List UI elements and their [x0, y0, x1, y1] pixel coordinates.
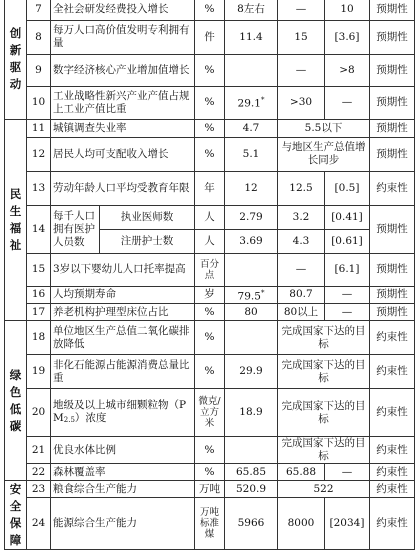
value-change: [0.61] [325, 229, 370, 253]
row-number: 18 [27, 321, 51, 355]
value-change: — [325, 304, 370, 321]
row-number: 9 [27, 54, 51, 86]
table-row [5, 498, 415, 550]
value-base [225, 437, 278, 464]
value-base: 29.1* [225, 86, 278, 119]
table-row [5, 20, 415, 54]
unit: % [195, 54, 225, 86]
value-target: 80以上 [278, 304, 325, 321]
table-row [5, 321, 415, 355]
unit: % [195, 321, 225, 355]
unit: % [195, 437, 225, 464]
value-base: 29.9 [225, 355, 278, 389]
value-change: [6.1] [325, 253, 370, 286]
indicator-name: 养老机构护理型床位占比 [51, 304, 195, 321]
unit: 年 [195, 171, 225, 205]
indicator-name: 城镇调查失业率 [51, 119, 195, 137]
value-base: 80 [225, 304, 278, 321]
footnote-mark: * [260, 288, 265, 297]
table-row [5, 119, 415, 137]
attribute: 预期性 [370, 205, 415, 253]
indicator-name: 优良水体比例 [51, 437, 195, 464]
table-row [5, 253, 415, 286]
attribute: 约束性 [370, 437, 415, 464]
value-base: 5.1 [225, 137, 278, 171]
indicator-name: 人均预期寿命 [51, 286, 195, 304]
value-target-merged: 完成国家下达的目标 [278, 437, 370, 464]
attribute: 约束性 [370, 481, 415, 498]
value-base [225, 321, 278, 355]
unit: % [195, 0, 225, 20]
value-target: 65.88 [278, 464, 325, 481]
value-target: 8000 [278, 498, 325, 550]
table-row [5, 0, 415, 20]
row-number: 10 [27, 86, 51, 119]
value-target-merged: 完成国家下达的目标 [278, 321, 370, 355]
value-change: [0.5] [325, 171, 370, 205]
value-target: 80.7 [278, 286, 325, 304]
row-number: 24 [27, 498, 51, 550]
row-number: 11 [27, 119, 51, 137]
unit: 万吨标准煤 [195, 498, 225, 550]
unit: 岁 [195, 286, 225, 304]
attribute: 预期性 [370, 253, 415, 286]
value-target: 15 [278, 20, 325, 54]
unit: % [195, 355, 225, 389]
table-row [5, 171, 415, 205]
value-change: [2034] [325, 498, 370, 550]
value-target: — [278, 253, 325, 286]
table-row [5, 355, 415, 389]
table-row [5, 304, 415, 321]
attribute: 预期性 [370, 286, 415, 304]
attribute: 预期性 [370, 119, 415, 137]
indicator-name: 居民人均可支配收入增长 [51, 137, 195, 171]
value-target: — [278, 54, 325, 86]
row-number: 19 [27, 355, 51, 389]
value-base: 8左右 [225, 0, 278, 20]
value-base: 5966 [225, 498, 278, 550]
value-base: 65.85 [225, 464, 278, 481]
indicator-table [4, 0, 415, 550]
value-base: 12 [225, 171, 278, 205]
row-number: 20 [27, 389, 51, 437]
footnote-mark: * [260, 96, 265, 105]
unit: % [195, 464, 225, 481]
row-number: 15 [27, 253, 51, 286]
indicator-name: 全社会研发经费投入增长 [51, 0, 195, 20]
attribute: 约束性 [370, 498, 415, 550]
row-number: 21 [27, 437, 51, 464]
unit: % [195, 119, 225, 137]
sub-indicator-name: 执业医师数 [100, 205, 195, 229]
table-row [5, 286, 415, 304]
row-number: 12 [27, 137, 51, 171]
category-innovation: 创 新 驱 动 [5, 0, 27, 119]
unit: 人 [195, 205, 225, 229]
attribute: 预期性 [370, 54, 415, 86]
attribute: 约束性 [370, 389, 415, 437]
row-number: 22 [27, 464, 51, 481]
value-base: 520.9 [225, 481, 278, 498]
attribute: 约束性 [370, 464, 415, 481]
category-livelihood: 民 生 福 祉 [5, 119, 27, 321]
table-row [5, 389, 415, 437]
indicator-name: 地级及以上城市细颗粒物$(PM_{2.5})$浓度 [51, 389, 195, 437]
value-change: [0.41] [325, 205, 370, 229]
row-number: 17 [27, 304, 51, 321]
value-change: — [325, 86, 370, 119]
value-target: 4.3 [278, 229, 325, 253]
row-number: 23 [27, 481, 51, 498]
attribute: 约束性 [370, 321, 415, 355]
attribute: 预期性 [370, 86, 415, 119]
unit: % [195, 304, 225, 321]
table-row [5, 86, 415, 119]
indicator-name: 单位地区生产总值二氧化碳排放降低 [51, 321, 195, 355]
indicator-name: 粮食综合生产能力 [51, 481, 195, 498]
category-security: 安 全 保 障 [5, 481, 27, 550]
row-number: 16 [27, 286, 51, 304]
value-change: [3.6] [325, 20, 370, 54]
row-number: 14 [27, 205, 51, 253]
unit: % [195, 137, 225, 171]
indicator-name: 非化石能源占能源消费总量比重 [51, 355, 195, 389]
unit: 百分点 [195, 253, 225, 286]
unit: 微克/立方米 [195, 389, 225, 437]
indicator-name: 能源综合生产能力 [51, 498, 195, 550]
row-number: 7 [27, 0, 51, 20]
unit: % [195, 86, 225, 119]
unit: 人 [195, 229, 225, 253]
value-target: — [278, 0, 325, 20]
unit: 件 [195, 20, 225, 54]
indicator-name: 每万人口高价值发明专利拥有量 [51, 20, 195, 54]
value-target: >30 [278, 86, 325, 119]
indicator-name: 工业战略性新兴产业产值占规上工业产值比重 [51, 86, 195, 119]
value-change: — [325, 464, 370, 481]
indicator-name: 劳动年龄人口平均受教育年限 [51, 171, 195, 205]
table-row [5, 464, 415, 481]
attribute: 预期性 [370, 0, 415, 20]
table-row [5, 137, 415, 171]
indicator-name: 每千人口拥有医护人员数 [51, 205, 100, 253]
table-row [5, 437, 415, 464]
value-change: >8 [325, 54, 370, 86]
attribute: 约束性 [370, 355, 415, 389]
value-target-merged: 完成国家下达的目标 [278, 355, 370, 389]
row-number: 13 [27, 171, 51, 205]
indicator-name: 数字经济核心产业增加值增长 [51, 54, 195, 86]
value-base: 2.79 [225, 205, 278, 229]
value-change: 10 [325, 0, 370, 20]
table-row [5, 205, 415, 229]
value-target-merged: 522 [278, 481, 370, 498]
category-green: 绿 色 低 碳 [5, 321, 27, 481]
value-base: 3.69 [225, 229, 278, 253]
value-base: 4.7 [225, 119, 278, 137]
value-base [225, 54, 278, 86]
unit: 万吨 [195, 481, 225, 498]
value-base: 18.9 [225, 389, 278, 437]
value-target-merged: 5.5以下 [278, 119, 370, 137]
row-number: 8 [27, 20, 51, 54]
attribute: 预期性 [370, 304, 415, 321]
table-row [5, 481, 415, 498]
attribute: 约束性 [370, 171, 415, 205]
table-row [5, 54, 415, 86]
value-base: 79.5* [225, 286, 278, 304]
indicator-name: 森林覆盖率 [51, 464, 195, 481]
value-change: — [325, 286, 370, 304]
value-target: 3.2 [278, 205, 325, 229]
attribute: 预期性 [370, 137, 415, 171]
value-target-merged: 与地区生产总值增长同步 [278, 137, 370, 171]
value-target-merged: 完成国家下达的目标 [278, 389, 370, 437]
value-target: 12.5 [278, 171, 325, 205]
value-base: 11.4 [225, 20, 278, 54]
attribute: 预期性 [370, 20, 415, 54]
value-base [225, 253, 278, 286]
sub-indicator-name: 注册护士数 [100, 229, 195, 253]
indicator-name: 3岁以下婴幼儿人口托率提高 [51, 253, 195, 286]
